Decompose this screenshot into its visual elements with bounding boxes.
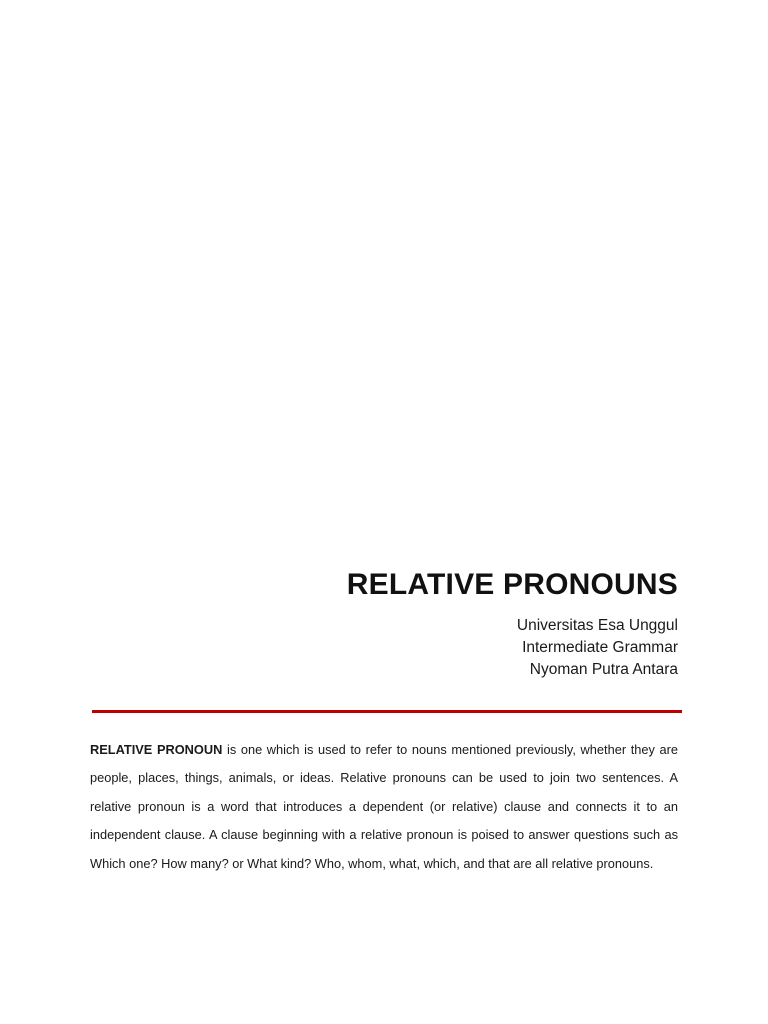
author-name: Nyoman Putra Antara [529, 661, 678, 678]
title-block [118, 566, 678, 681]
red-divider-line [92, 710, 682, 713]
document-title: RELATIVE PRONOUNS [346, 568, 678, 601]
course-name: Intermediate Grammar [522, 639, 678, 656]
university-name: Universitas Esa Unggul [516, 617, 678, 634]
definition-paragraph [90, 736, 678, 878]
subtitle-block [118, 615, 678, 681]
definition-term: RELATIVE PRONOUN [90, 742, 223, 757]
definition-text: is one which is used to refer to nouns mentioned previously, whether they are people, places, things, animals, or ideas. Relative pronouns can be used to join two sentences. A relative pronoun is a word that introduces a dependent (or relative) clause and connects it to an independent clause. A clause beginning with a relative pronoun is poised to answer questions such as Which one? How many? or What kind? Who, whom, what, which, and that are all relative pronouns. [90, 742, 678, 871]
